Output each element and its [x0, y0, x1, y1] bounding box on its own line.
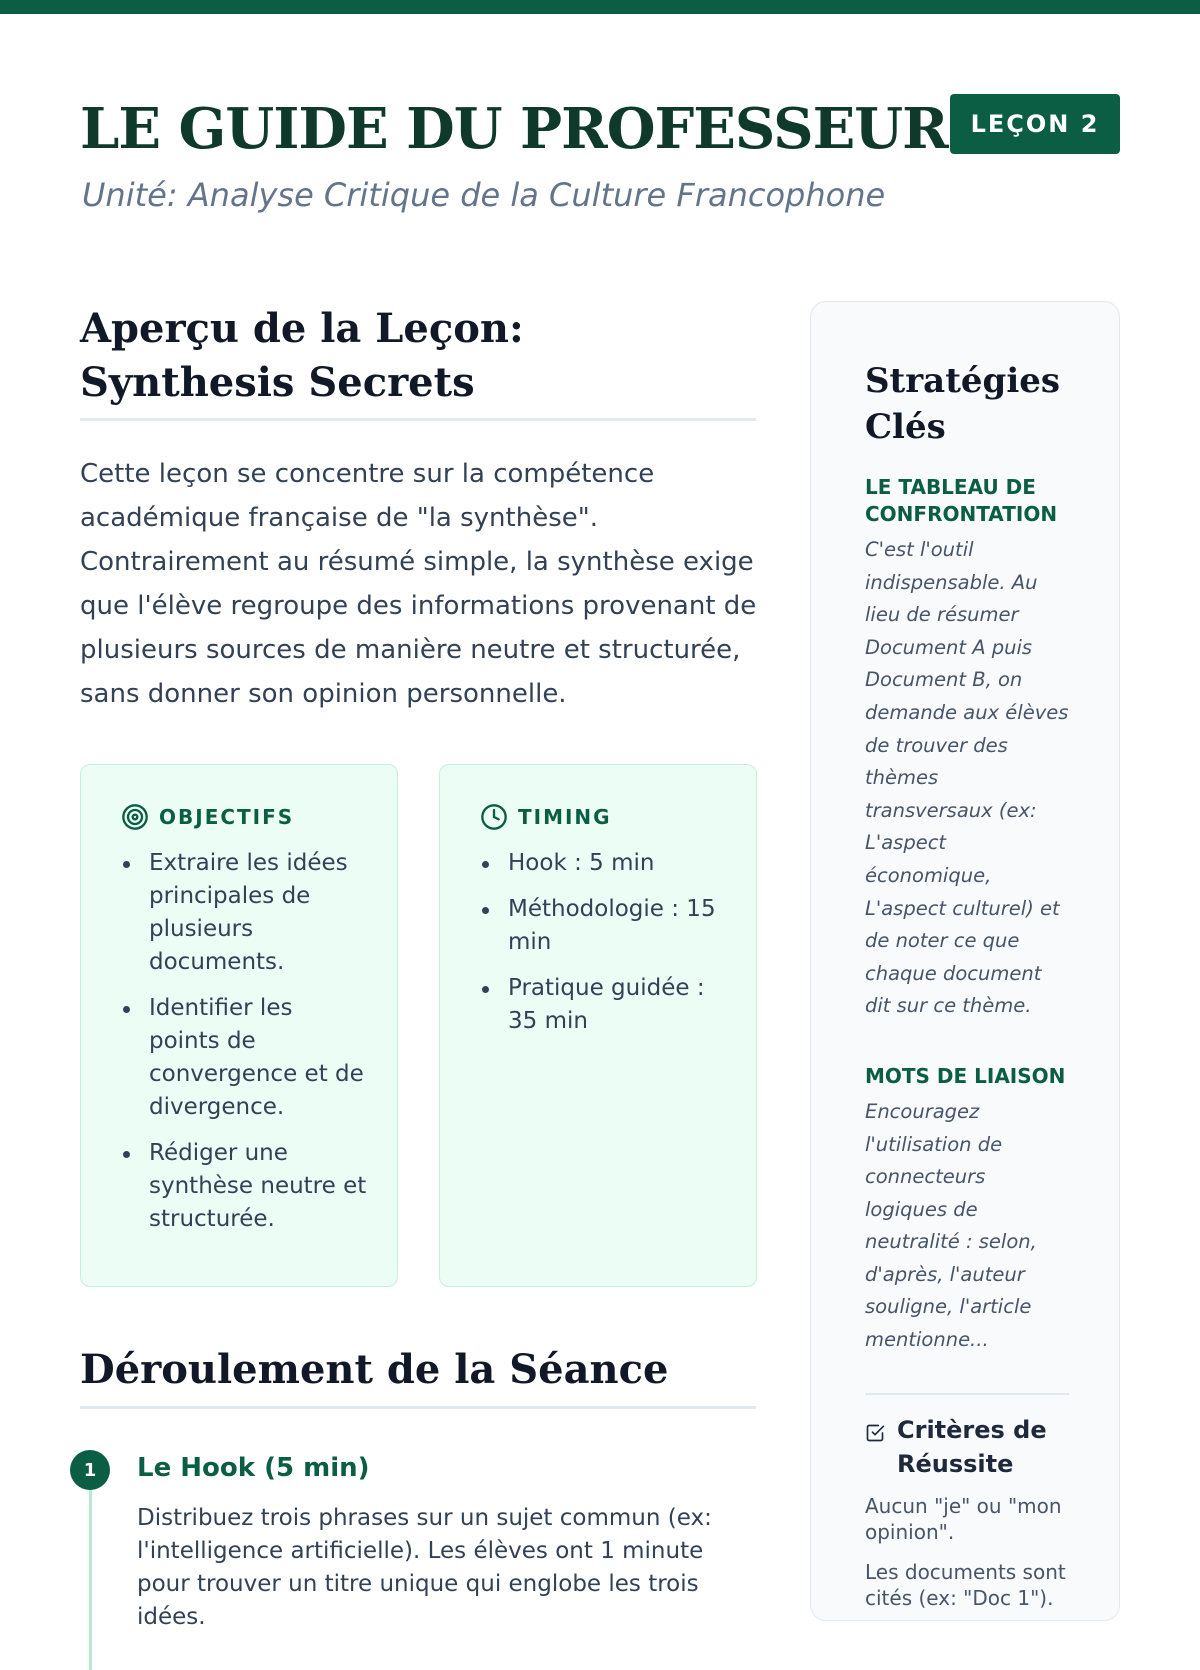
list-item: Hook : 5 min	[480, 847, 726, 880]
strategy-description: C'est l'outil indispensable. Au lieu de résumer Document A puis Document B, on demande aux élèves de trouver des thèmes transversaux (ex: L'aspect économique, L'aspect culturel) et de noter ce que chaque document dit sur ce thème.	[865, 538, 1069, 1018]
strategy-name: LE TABLEAU DE CONFRONTATION	[865, 475, 1058, 526]
section-divider	[80, 418, 756, 421]
deroulement-heading: Déroulement de la Séance	[80, 1346, 669, 1393]
top-accent-bar	[0, 0, 1200, 14]
sidebar-title: Stratégies Clés	[865, 361, 1061, 447]
page-subtitle: Unité: Analyse Critique de la Culture Francophone	[82, 176, 886, 214]
step-title: Le Hook (5 min)	[137, 1453, 370, 1483]
objectives-header	[121, 803, 367, 831]
criteria-item: Aucun "je" ou "mon opinion".	[865, 1493, 1062, 1544]
timing-label: TIMING	[518, 805, 612, 829]
criteria-header	[865, 1413, 1069, 1481]
overview-intro: Cette leçon se concentre sur la compétence académique française de "la synthèse". Contrairement au résumé simple, la synthèse exige que l'élève regroupe des informations provenant de plusieurs sources de manière neutre et structurée, sans donner son opinion personnelle.	[80, 459, 757, 709]
strategy-name: MOTS DE LIAISON	[865, 1063, 1066, 1088]
page-title: LE GUIDE DU PROFESSEUR	[80, 96, 948, 162]
list-item: Rédiger une synthèse neutre et structurée.	[121, 1137, 367, 1236]
timing-header	[480, 803, 726, 831]
objectives-label: OBJECTIFS	[159, 805, 295, 829]
strategies-sidebar	[810, 301, 1120, 1621]
target-icon	[121, 803, 149, 831]
clock-icon	[480, 803, 508, 831]
list-item: Pratique guidée : 35 min	[480, 972, 726, 1038]
timing-list	[480, 847, 726, 1038]
list-item: Méthodologie : 15 min	[480, 893, 726, 959]
objectives-card	[80, 764, 398, 1287]
overview-heading: Aperçu de la Leçon: Synthesis Secrets	[80, 305, 524, 406]
step-text: Distribuez trois phrases sur un sujet commun (ex: l'intelligence artificielle). Les élèves ont 1 minute pour trouver un titre unique qui englobe les trois idées.	[137, 1505, 712, 1630]
section-divider	[80, 1406, 756, 1409]
checkbox-icon	[865, 1423, 885, 1443]
objectives-list	[121, 847, 367, 1236]
lesson-badge: LEÇON 2	[950, 94, 1120, 154]
timeline-line	[89, 1470, 92, 1670]
list-item: Identifier les points de convergence et de divergence.	[121, 992, 367, 1124]
criteria-item: Les documents sont cités (ex: "Doc 1").	[865, 1559, 1066, 1610]
timing-card	[439, 764, 757, 1287]
sidebar-divider	[865, 1393, 1069, 1395]
list-item: Extraire les idées principales de plusieurs documents.	[121, 847, 367, 979]
step-number: 1	[70, 1450, 110, 1490]
strategy-description: Encouragez l'utilisation de connecteurs logiques de neutralité : selon, d'après, l'auteur souligne, l'article mentionne...	[865, 1099, 1037, 1352]
criteria-heading: Critères de Réussite	[897, 1415, 1047, 1478]
